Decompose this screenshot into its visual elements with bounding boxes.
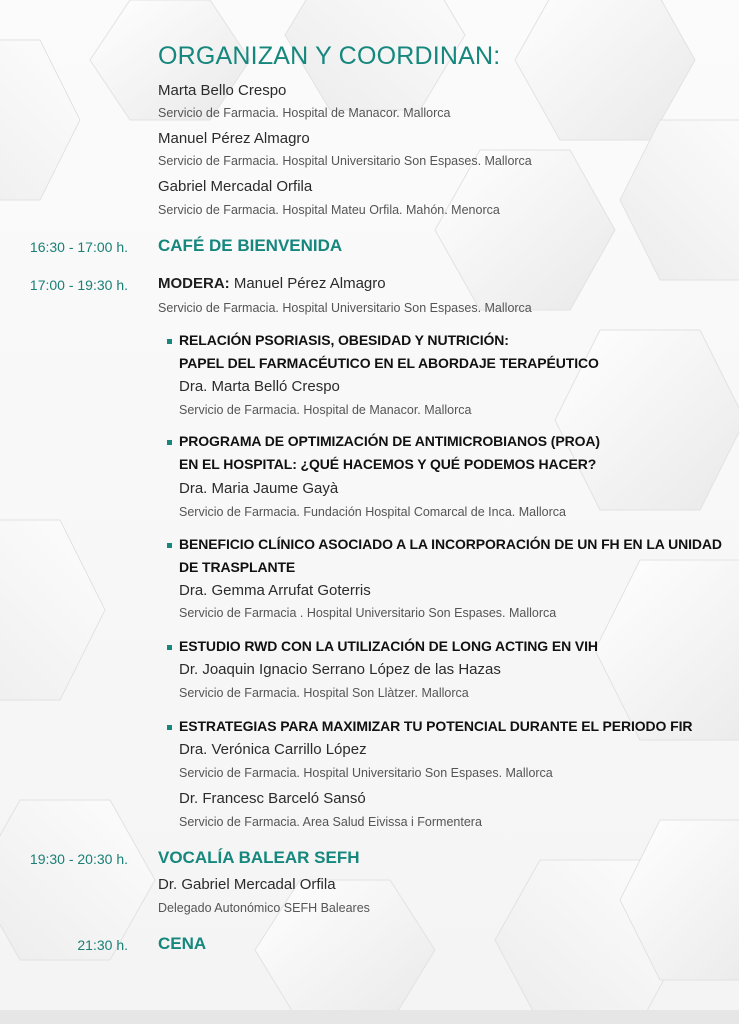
schedule-time: 16:30 - 17:00 h. xyxy=(29,239,128,255)
talk-title: ESTRATEGIAS PARA MAXIMIZAR TU POTENCIAL DURANTE EL PERIODO FIR xyxy=(179,718,693,734)
talk-title: RELACIÓN PSORIASIS, OBESIDAD Y NUTRICIÓN: xyxy=(179,332,509,348)
organizer-affiliation: Servicio de Farmacia. Hospital de Manacor. Mallorca xyxy=(158,106,451,120)
moderator-label: MODERA: xyxy=(158,275,230,292)
talk-affiliation: Servicio de Farmacia. Area Salud Eivissa i Formentera xyxy=(179,815,482,829)
vocalia-speaker: Dr. Gabriel Mercadal Orfila xyxy=(158,876,336,893)
cafe-title: CAFÉ DE BIENVENIDA xyxy=(158,236,343,255)
vocalia-affiliation: Delegado Autonómico SEFH Baleares xyxy=(158,901,370,915)
vocalia-title: VOCALÍA BALEAR SEFH xyxy=(158,848,360,867)
organizer-name: Gabriel Mercadal Orfila xyxy=(158,178,313,195)
talk-affiliation: Servicio de Farmacia. Hospital Universitario Son Espases. Mallorca xyxy=(179,766,553,780)
bullet-icon xyxy=(167,725,172,730)
talk-affiliation: Servicio de Farmacia . Hospital Universitario Son Espases. Mallorca xyxy=(179,606,557,620)
talk-title: DE TRASPLANTE xyxy=(179,559,296,575)
talk-title: EN EL HOSPITAL: ¿QUÉ HACEMOS Y QUÉ PODEMOS HACER? xyxy=(179,456,597,472)
talk-speaker: Dr. Francesc Barceló Sansó xyxy=(179,790,366,807)
schedule-time: 19:30 - 20:30 h. xyxy=(29,851,128,867)
bullet-icon xyxy=(167,339,172,344)
moderator-name: Manuel Pérez Almagro xyxy=(233,275,386,292)
cena-title: CENA xyxy=(158,934,207,953)
talk-title: ESTUDIO RWD CON LA UTILIZACIÓN DE LONG ACTING EN VIH xyxy=(179,638,598,654)
talk-speaker: Dra. Maria Jaume Gayà xyxy=(179,480,339,497)
moderator-affiliation: Servicio de Farmacia. Hospital Universitario Son Espases. Mallorca xyxy=(158,301,532,315)
talk-speaker: Dra. Gemma Arrufat Goterris xyxy=(179,582,371,599)
schedule-time: 21:30 h. xyxy=(77,937,128,953)
bullet-icon xyxy=(167,543,172,548)
talk-title: BENEFICIO CLÍNICO ASOCIADO A LA INCORPORACIÓN DE UN FH EN LA UNIDAD xyxy=(179,536,722,552)
organizers-heading: ORGANIZAN Y COORDINAN: xyxy=(158,42,501,70)
bullet-icon xyxy=(167,645,172,650)
organizer-name: Manuel Pérez Almagro xyxy=(158,130,310,147)
talk-affiliation: Servicio de Farmacia. Hospital de Manacor. Mallorca xyxy=(179,403,472,417)
bullet-icon xyxy=(167,440,172,445)
organizer-name: Marta Bello Crespo xyxy=(158,82,287,99)
moderator-line xyxy=(158,275,386,292)
organizer-affiliation: Servicio de Farmacia. Hospital Mateu Orfila. Mahón. Menorca xyxy=(158,203,500,217)
talk-speaker: Dra. Marta Belló Crespo xyxy=(179,378,340,395)
talk-title: PAPEL DEL FARMACÉUTICO EN EL ABORDAJE TERAPÉUTICO xyxy=(179,355,599,371)
talk-affiliation: Servicio de Farmacia. Fundación Hospital Comarcal de Inca. Mallorca xyxy=(179,505,566,519)
schedule-time: 17:00 - 19:30 h. xyxy=(29,277,128,293)
talk-speaker: Dra. Verónica Carrillo López xyxy=(179,741,367,758)
talk-title: PROGRAMA DE OPTIMIZACIÓN DE ANTIMICROBIANOS (PROA) xyxy=(179,433,600,449)
talk-affiliation: Servicio de Farmacia. Hospital Son Llàtzer. Mallorca xyxy=(179,686,469,700)
organizer-affiliation: Servicio de Farmacia. Hospital Universitario Son Espases. Mallorca xyxy=(158,154,532,168)
talk-speaker: Dr. Joaquin Ignacio Serrano López de las Hazas xyxy=(179,661,501,678)
